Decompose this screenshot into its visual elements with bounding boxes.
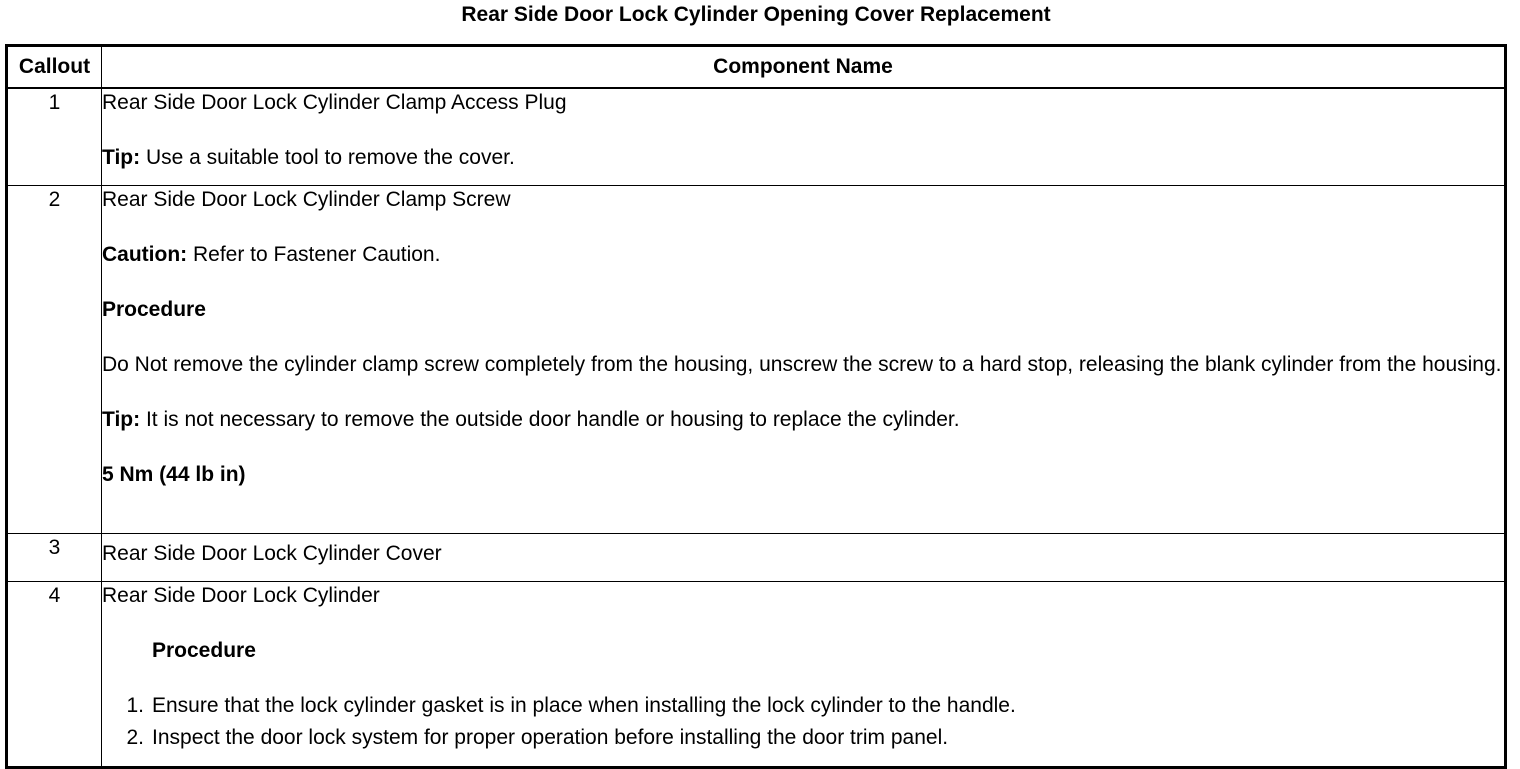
tip-note [102,144,1504,172]
document-title: Rear Side Door Lock Cylinder Opening Cover Replacement [461,3,1051,26]
list-item [102,692,1504,720]
step-text: Ensure that the lock cylinder gasket is in place when installing the lock cylinder to the handle. [152,694,1016,717]
tip-note [102,406,1504,434]
caution-label: Caution: [102,243,188,266]
table-row [7,88,1506,186]
caution-note [102,241,1504,269]
component-cell [102,534,1506,582]
components-table [5,44,1507,769]
procedure-steps [102,692,1504,752]
callout-number: 2 [7,186,102,534]
component-name: Rear Side Door Lock Cylinder [102,584,380,607]
callout-column-header: Callout [7,46,102,89]
table-header-row [7,46,1506,89]
component-cell [102,582,1506,768]
callout-number: 4 [7,582,102,768]
procedure-heading: Procedure [152,639,256,662]
step-number: 2. [126,726,144,749]
tip-text: It is not necessary to remove the outside door handle or housing to replace the cylinder. [140,408,960,431]
callout-number: 1 [7,88,102,186]
tip-label: Tip: [102,408,141,431]
list-item [102,724,1504,752]
table-row [7,186,1506,534]
table-row [7,534,1506,582]
step-text: Inspect the door lock system for proper operation before installing the door trim panel. [152,726,949,749]
component-name: Rear Side Door Lock Cylinder Clamp Access Plug [102,91,567,114]
component-name-column-header: Component Name [102,46,1506,89]
component-cell [102,186,1506,534]
torque-spec: 5 Nm (44 lb in) [102,463,246,486]
component-name: Rear Side Door Lock Cylinder Cover [102,542,442,565]
callout-number: 3 [7,534,102,582]
table-row [7,582,1506,768]
component-cell [102,88,1506,186]
procedure-heading: Procedure [102,298,206,321]
caution-text: Refer to Fastener Caution. [187,243,441,266]
component-name: Rear Side Door Lock Cylinder Clamp Screw [102,188,511,211]
tip-text: Use a suitable tool to remove the cover. [140,146,515,169]
procedure-text: Do Not remove the cylinder clamp screw completely from the housing, unscrew the screw to a hard stop, releasing the blank cylinder from the housing. [102,353,1502,376]
tip-label: Tip: [102,146,141,169]
step-number: 1. [126,694,144,717]
